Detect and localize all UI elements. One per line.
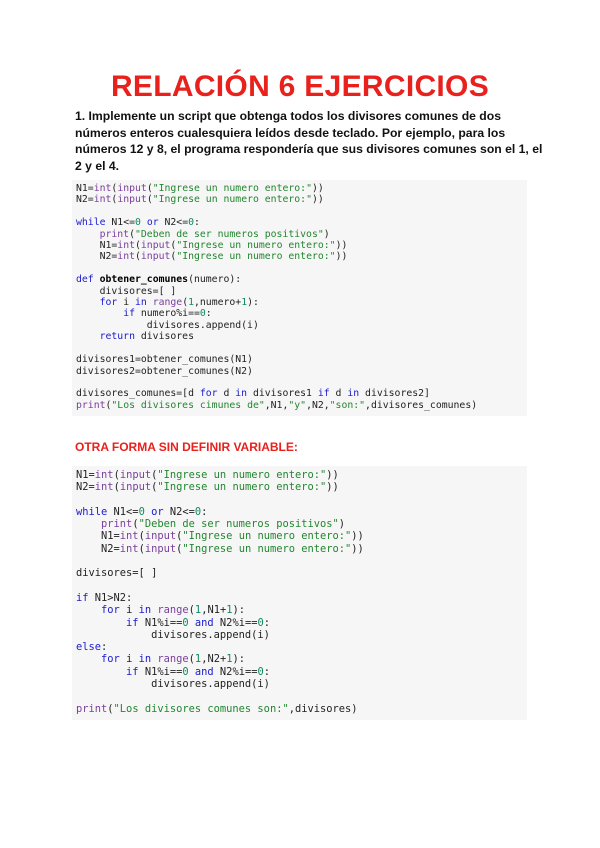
code-line: divisores.append(i) bbox=[76, 678, 270, 691]
code-line: def obtener_comunes(numero): bbox=[76, 274, 242, 286]
code-line: N2=int(input("Ingrese un numero entero:")) bbox=[76, 251, 348, 263]
code-line bbox=[76, 580, 527, 592]
code-line: divisores=[ ] bbox=[76, 567, 158, 580]
code-line: divisores=[ ] bbox=[76, 285, 177, 297]
code-line: if N1>N2: bbox=[76, 591, 133, 604]
code-line: divisores2=obtener_comunes(N2) bbox=[76, 365, 253, 377]
code-line: divisores1=obtener_comunes(N1) bbox=[76, 354, 253, 366]
page-title: RELACIÓN 6 EJERCICIOS bbox=[110, 70, 490, 103]
code-block-1 bbox=[72, 180, 527, 416]
code-line bbox=[76, 494, 527, 506]
code-line: if numero%i==0: bbox=[123, 308, 212, 320]
code-line: else: bbox=[76, 641, 108, 654]
code-block-2 bbox=[72, 466, 527, 720]
code-line: if N1%i==0 and N2%i==0: bbox=[126, 665, 270, 678]
code-line: divisores.append(i) bbox=[76, 319, 259, 331]
code-line bbox=[76, 690, 527, 702]
code-line: if N1%i==0 and N2%i==0: bbox=[126, 616, 270, 629]
code-line: while N1<=0 or N2<=0: bbox=[76, 217, 200, 229]
code-line: print("Deben de ser numeros positivos") bbox=[101, 518, 346, 531]
code-line: N1=int(input("Ingrese un numero entero:")) bbox=[76, 240, 348, 252]
exercise-statement: 1. Implemente un script que obtenga todos los divisores comunes de dos números enteros cualesquiera leídos desde teclado. Por ejemplo, para los números 12 y 8, el programa respondería que sus divisores comunes son el 1, el 2 y el 4. bbox=[75, 109, 543, 173]
code-line bbox=[76, 263, 527, 274]
code-line: divisores_comunes=[d for d in divisores1 if d in divisores2] bbox=[76, 388, 430, 400]
code-line: N2=int(input("Ingrese un numero entero:")) bbox=[76, 194, 324, 206]
code-line: N1=int(input("Ingrese un numero entero:")) bbox=[76, 469, 339, 481]
code-line bbox=[76, 377, 527, 388]
code-line bbox=[76, 555, 527, 567]
section-subtitle: OTRA FORMA SIN DEFINIR VARIABLE: bbox=[75, 440, 298, 454]
code-line: return divisores bbox=[99, 331, 194, 343]
code-line: N1=int(input("Ingrese un numero entero:")) bbox=[76, 183, 324, 194]
code-line: print("Los divisores cimunes de",N1,"y",N2,"son:",divisores_comunes) bbox=[76, 399, 478, 411]
code-line: for i in range(1,numero+1): bbox=[99, 297, 259, 309]
code-line: N1=int(input("Ingrese un numero entero:")) bbox=[76, 530, 364, 543]
code-line: N2=int(input("Ingrese un numero entero:")) bbox=[76, 481, 339, 494]
code-line: print("Deben de ser numeros positivos") bbox=[99, 228, 330, 240]
code-line: while N1<=0 or N2<=0: bbox=[76, 505, 208, 518]
code-line bbox=[76, 206, 527, 217]
code-line: for i in range(1,N1+1): bbox=[101, 604, 245, 617]
code-line: print("Los divisores comunes son:",divisores) bbox=[76, 702, 358, 715]
code-line: for i in range(1,N2+1): bbox=[101, 653, 245, 666]
code-line: N2=int(input("Ingrese un numero entero:")) bbox=[76, 542, 364, 555]
code-line bbox=[76, 343, 527, 354]
code-line: divisores.append(i) bbox=[76, 628, 270, 641]
